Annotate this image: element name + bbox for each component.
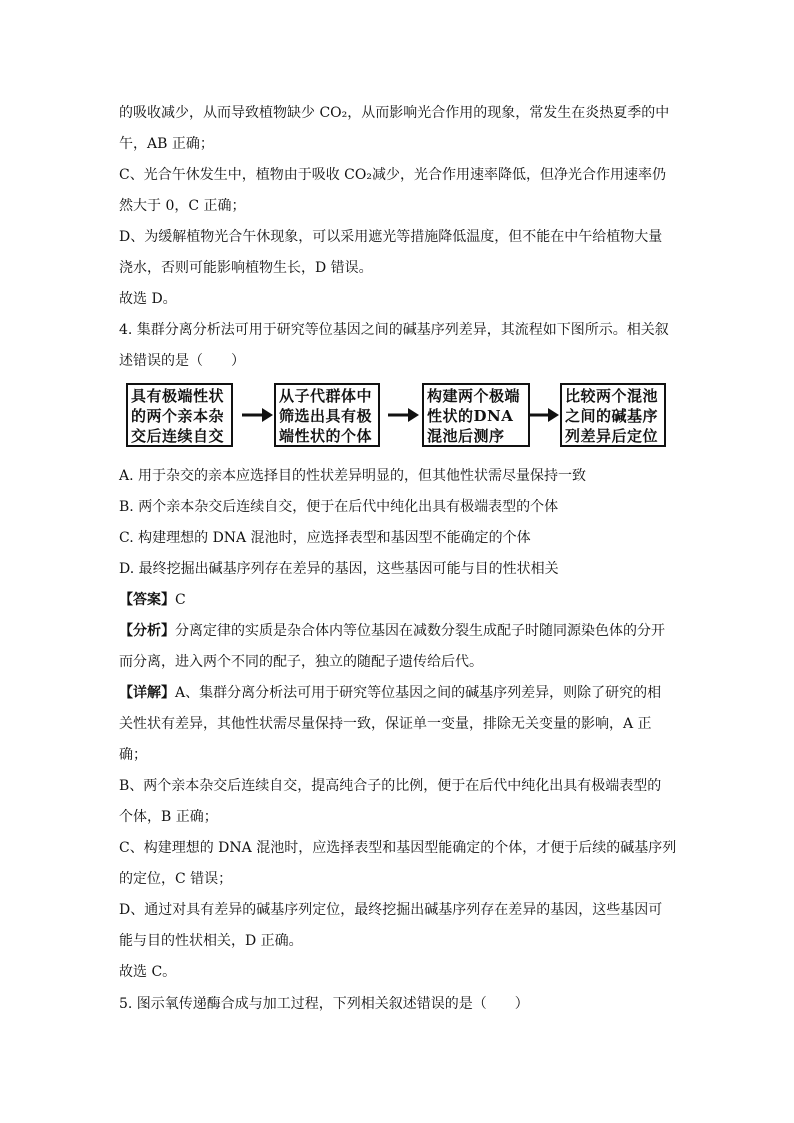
paragraph-line: 午，AB 正确； (119, 136, 214, 152)
detail-line (119, 683, 661, 703)
question-4-stem: 述错误的是（ ） (119, 353, 245, 369)
detail-text: A、集群分离分析法可用于研究等位基因之间的碱基序列差异，则除了研究的相 (175, 685, 662, 701)
option-d: D. 最终挖掘出碱基序列存在差异的基因，这些基因可能与目的性状相关 (119, 561, 559, 577)
detail-line: 能与目的性状相关，D 正确。 (119, 933, 303, 949)
flow-text: 交后连续自交 (131, 427, 225, 445)
analysis-text: 分离定律的实质是杂合体内等位基因在减数分裂生成配子时随同源染色体的分开 (175, 623, 665, 639)
answer-line (119, 590, 186, 610)
question-5-stem: 5. 图示氧传递酶合成与加工过程，下列相关叙述错误的是（ ） (119, 996, 529, 1012)
paragraph-line: 故选 D。 (119, 291, 177, 307)
flow-text: 具有极端性状 (131, 387, 225, 405)
option-c: C. 构建理想的 DNA 混池时，应选择表型和基因型不能确定的个体 (119, 530, 531, 546)
flow-box-1 (126, 383, 233, 447)
detail-line: B、两个亲本杂交后连续自交，提高纯合子的比例，便于在后代中纯化出具有极端表型的 (119, 778, 662, 794)
arrow-right-icon (526, 405, 560, 425)
detail-line: 故选 C。 (119, 964, 177, 980)
detail-label: 【详解】 (119, 685, 175, 701)
paragraph-line: 浇水，否则可能影响植物生长，D 错误。 (119, 260, 373, 276)
analysis-line: 而分离，进入两个不同的配子，独立的随配子遗传给后代。 (119, 654, 483, 670)
flow-text: 的两个亲本杂 (131, 407, 225, 425)
arrow-right-icon (240, 405, 274, 425)
flow-text: 比较两个混池 (565, 387, 659, 405)
answer-label: 【答案】 (119, 592, 175, 608)
flow-text: 性状的DNA (427, 407, 514, 425)
paragraph-line: 然大于 0，C 正确； (119, 198, 246, 214)
flow-text: 之间的碱基序 (565, 407, 659, 425)
detail-line: 个体，B 正确； (119, 809, 218, 825)
flow-text: 从子代群体中 (279, 387, 373, 405)
option-a: A. 用于杂交的亲本应选择目的性状差异明显的，但其他性状需尽量保持一致 (119, 468, 587, 484)
paragraph-line: C、光合午休发生中，植物由于吸收 CO₂减少，光合作用速率降低，但净光合作用速率仍 (119, 167, 666, 183)
flow-box-4 (560, 383, 666, 447)
flow-text: 端性状的个体 (279, 427, 373, 445)
flow-text: 列差异后定位 (565, 427, 659, 445)
analysis-line (119, 621, 665, 641)
flow-text: 构建两个极端 (427, 387, 521, 405)
detail-line: 关性状有差异，其他性状需尽量保持一致，保证单一变量，排除无关变量的影响，A 正 (119, 716, 652, 732)
flow-box-2 (274, 383, 380, 447)
answer-value: C (175, 592, 186, 608)
paragraph-line: 的吸收减少，从而导致植物缺少 CO₂，从而影响光合作用的现象，常发生在炎热夏季的中 (119, 105, 670, 121)
flow-text: 筛选出具有极 (279, 407, 373, 425)
detail-line: 确； (119, 747, 147, 763)
flow-text: 混池后测序 (427, 427, 505, 445)
detail-line: D、通过对具有差异的碱基序列定位，最终挖掘出碱基序列存在差异的基因，这些基因可 (119, 902, 663, 918)
analysis-label: 【分析】 (119, 623, 175, 639)
flow-box-3 (422, 383, 530, 447)
detail-line: C、构建理想的 DNA 混池时，应选择表型和基因型能确定的个体，才便于后续的碱基序列 (119, 840, 677, 856)
flowchart (126, 383, 668, 451)
paragraph-line: D、为缓解植物光合午休现象，可以采用遮光等措施降低温度，但不能在中午给植物大量 (119, 229, 663, 245)
option-b: B. 两个亲本杂交后连续自交，便于在后代中纯化出具有极端表型的个体 (119, 499, 559, 515)
arrow-right-icon (386, 405, 420, 425)
detail-line: 的定位，C 错误； (119, 871, 233, 887)
question-4-stem: 4. 集群分离分析法可用于研究等位基因之间的碱基序列差异，其流程如下图所示。相关叙 (119, 322, 669, 338)
